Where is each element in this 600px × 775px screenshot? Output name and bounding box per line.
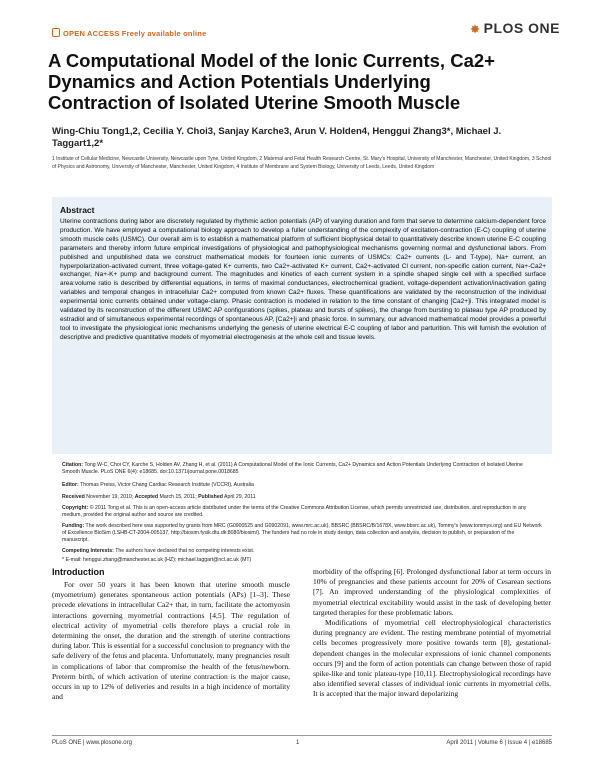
accepted-label: Accepted — [134, 494, 159, 500]
right-column — [313, 567, 551, 700]
abstract-text: Uterine contractions during labor are discretely regulated by rhythmic action potentials (AP) of varying duration and form that serve to determine calcium-dependent force production. We have employed a computational biology approach to develop a fuller understanding of the complexity of excitation-contraction (E-C) coupling of uterine smooth muscle cells (USMC). Our overall aim is to establish a mathematical platform of sufficient biophysical detail to quantitatively describe known uterine E-C coupling parameters and thereby inform future empirical investigations of physiological and pathophysiological mechanisms governing normal and dysfunctional labors. From published and unpublished data we construct mathematical models for fourteen ionic currents of USMCs: Ca2+ currents (L- and T-type), Na+ current, an hyperpolarization-activated current, three voltage-gated K+ currents, two Ca2+-activated K+ current, Ca2+-activated Cl current, non-specific cation current, Na+-Ca2+ exchanger, Na+-K+ pump and background current. The magnitudes and kinetics of each current system in a spindle shaped single cell with a specified surface area:volume ratio is described by differential equations, in terms of maximal conductances, electrochemical gradient, voltage-dependent activation/inactivation gating variables and temporal changes in intracellular Ca2+ computed from known Ca2+ fluxes. These quantifications are validated by the reconstruction of the individual experimental ionic currents obtained under voltage-clamp. Phasic contraction is modeled in relation to the time constant of changing [Ca2+]i. This integrated model is validated by its reconstruction of the different USMC AP configurations (spikes, plateau and bursts of spikes), the change from bursting to plateau type AP produced by estradiol and of simultaneous experimental recordings of spontaneous AP, [Ca2+]i and phasic force. In summary, our advanced mathematical model provides a powerful tool to investigate the physiological ionic mechanisms underlying the genesis of uterine electrical E-C coupling of labor and parturition. This will furnish the evolution of descriptive and predictive quantitative models of myometrial electrogenesis at the whole cell and tissue levels. — [60, 218, 546, 341]
left-column — [52, 580, 290, 702]
dates-block — [62, 494, 542, 501]
journal-logo — [470, 20, 560, 36]
introduction-heading: Introduction — [52, 567, 105, 577]
abstract-heading: Abstract — [60, 205, 95, 215]
copyright-label: Copyright: — [62, 505, 89, 511]
competing-text: The authors have declared that no competing interests exist. — [115, 548, 255, 554]
citation-text: Tong W-C, Choi CY, Karche S, Holden AV, Zhang H, et al. (2011) A Computational Model of the Ionic Currents, Ca2+ Dynamics and Action Potentials Underlying Contraction of Isolated Uterine Smooth Muscle. PLoS ONE 6(4): e18685. doi:10.1371/journal.pone.0018685 — [62, 462, 523, 475]
accepted-date: March 15, 2011; — [159, 494, 197, 500]
plos-star-icon: ✸ — [470, 24, 484, 36]
footer-journal: PLoS ONE | www.plosone.org — [52, 740, 132, 746]
intro-paragraph-2: Modifications of myometrial cell electrophysiological characteristics during pregnancy are evident. The resting membrane potential of myometrial cells becomes progressively more positive towards term [8], gestational-dependent changes in the molecular expressions of ionic channel components occurs [9] and the form of action potentials can change between those of rapid spike-like and tonic plateau-type [10,11]. Electrophysiological recordings have also identified several classes of individual ionic currents in myometrial cells. It is accepted that the major inward depolarizing — [313, 618, 551, 699]
intro-paragraph-1: For over 50 years it has been known that uterine smooth muscle (myometrium) generates spontaneous action potentials (APs) [1–3]. These precede elevations in intracellular Ca2+ that, in turn, facilitate the actomyosin interactions governing myometrial contractions [4,5]. The regulation of electrical activity of myometrial cells therefore plays a crucial role in determining the onset, the duration and the strength of uterine contractions during labor. This is essential for a successful conclusion to pregnancy with the safe delivery of the fetus and placenta. Unfortunately, many pregnancies result in complications of labor that compromise the health of the fetus/newborn. Preterm birth, of which activation of uterine contraction is the major cause, occurs in up to 12% of deliveries and results in a high incidence of mortality and — [52, 580, 290, 702]
intro-paragraph-continued: morbidity of the offspring [6]. Prolonged dysfunctional labor at term occurs in 10% of pregnancies and these patients account for 20% of Cesarean sections [7]. An improved understanding of the physiological complexities of myometrial electrical excitability would assist in the task of developing better targeted therapies for these problematic labors. — [313, 567, 551, 617]
editor-block — [62, 482, 542, 489]
copyright-text: © 2011 Tong et al. This is an open-access article distributed under the terms of the Creative Commons Attribution License, which permits unrestricted use, distribution, and reproduction in any medium, provided the original author and source are credited. — [62, 505, 527, 518]
published-label: Published — [198, 494, 223, 500]
funding-block — [62, 523, 542, 544]
received-date: November 19, 2010; — [86, 494, 134, 500]
competing-label: Competing Interests: — [62, 548, 114, 554]
page-number: 1 — [296, 740, 300, 746]
open-access-lock-icon — [52, 28, 60, 37]
competing-interests-block — [62, 548, 542, 555]
footer-divider — [52, 735, 552, 736]
email-line: * E-mail: henggui.zhang@manchester.ac.uk (HZ); michael.taggart@ncl.ac.uk (MT) — [62, 557, 252, 563]
open-access-banner — [52, 28, 206, 38]
affiliations: 1 Institute of Cellular Medicine, Newcastle University, Newcastle upon Tyne, United Kingdom, 2 Maternal and Fetal Health Research Centre, St. Mary's Hospital, University of Manchester, Manchester, United Kingdom, 3 School of Physics and Astronomy, University of Manchester, Manchester, United Kingdom, 4 Institute of Membrane and System Biology, University of Leeds, Leeds, United Kingdom — [52, 156, 552, 170]
editor-text: Thomas Preiss, Victor Chang Cardiac Research Institute (VCCRI), Australia — [80, 482, 254, 488]
open-access-label: OPEN ACCESS Freely available online — [63, 29, 207, 38]
article-title: A Computational Model of the Ionic Currents, Ca2+ Dynamics and Action Potentials Underlying Contraction of Isolated Uterine Smooth Muscle — [48, 50, 495, 113]
author-list: Wing-Chiu Tong1,2, Cecilia Y. Choi3, Sanjay Karche3, Arun V. Holden4, Henggui Zhang3*, Michael J. Taggart1,2* — [52, 126, 502, 149]
published-date: April 29, 2011 — [224, 494, 256, 500]
footer-issue: April 2011 | Volume 6 | Issue 4 | e18685 — [446, 740, 552, 746]
journal-logo-text: PLOS ONE — [483, 20, 560, 36]
citation-block — [62, 462, 542, 476]
editor-label: Editor: — [62, 482, 79, 488]
citation-label: Citation: — [62, 462, 84, 468]
funding-label: Funding: — [62, 523, 85, 529]
copyright-block — [62, 505, 542, 519]
received-label: Received — [62, 494, 85, 500]
funding-text: The work described here was supported by grants from MRC (G0900525 and G0902091, www.mrc.ac.uk), BBSRC (BBSRC/B/1678X, www.bbsrc.ac.uk), Tommy's (www.tommys.org) and EU Network of Excellence BioSim (LSHB-CT-2004-005137, http://biosim.fysik.dtu.dk:8080/biosim/). The funders had no role in study design, data collection and analysis, decision to publish, or preparation of the manuscript. — [62, 523, 542, 543]
